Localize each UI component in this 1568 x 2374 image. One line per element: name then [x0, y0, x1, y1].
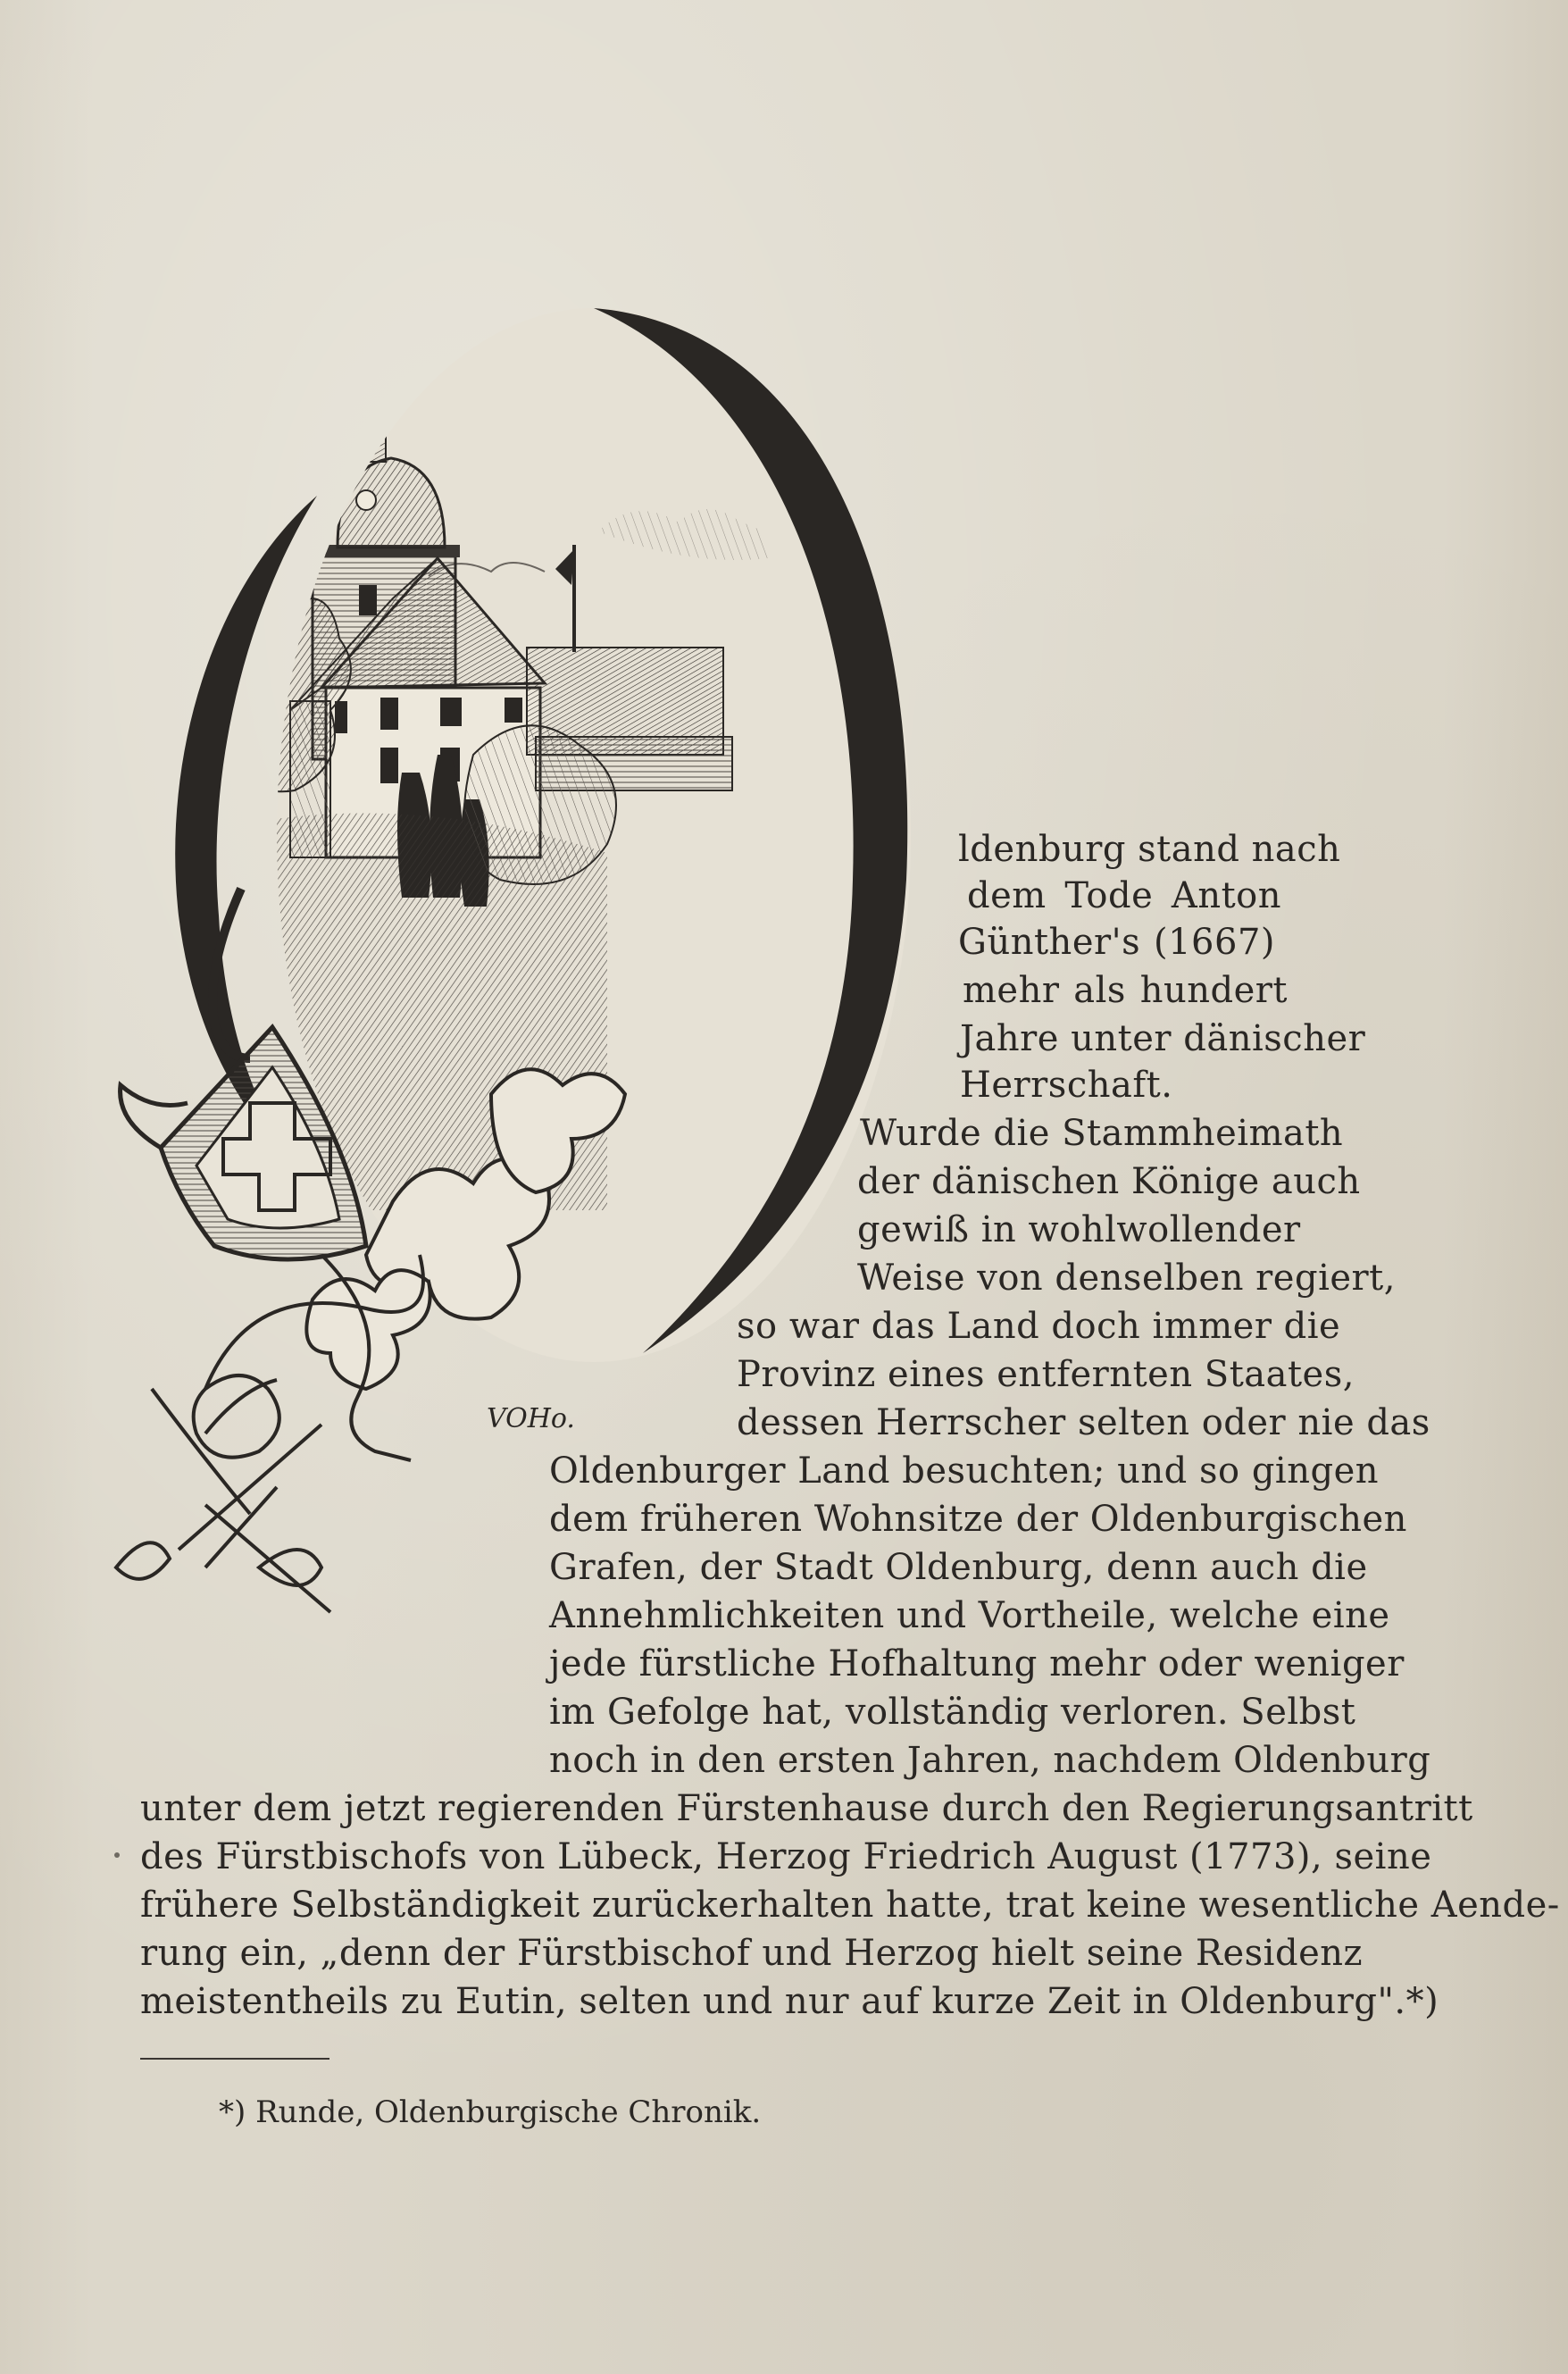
text-line: meistentheils zu Eutin, selten und nur auf kurze Zeit in Oldenburg".*) — [140, 1981, 1439, 2022]
text-line: unter dem jetzt regierenden Fürstenhause durch den Regierungsantritt — [140, 1788, 1473, 1829]
text-line: gewiß in wohlwollender — [857, 1209, 1301, 1250]
artist-signature: VOHo. — [487, 1403, 575, 1434]
text-line: Wurde die Stammheimath — [860, 1113, 1344, 1154]
text-line: Günther's (1667) — [958, 922, 1275, 963]
text-line: des Fürstbischofs von Lübeck, Herzog Friedrich August (1773), seine — [140, 1836, 1432, 1877]
text-line: noch in den ersten Jahren, nachdem Oldenburg — [549, 1740, 1431, 1781]
text-line: Oldenburger Land besuchten; und so gingen — [549, 1450, 1380, 1492]
text-line: dessen Herrscher selten oder nie das — [737, 1402, 1430, 1443]
footnote-divider — [140, 2058, 329, 2060]
text-line: mehr als hundert — [963, 970, 1288, 1011]
text-line: frühere Selbständigkeit zurückerhalten hatte, trat keine wesentliche Aende- — [140, 1885, 1560, 1926]
text-line: Provinz eines entfernten Staates, — [737, 1354, 1355, 1395]
text-line: Annehmlichkeiten und Vortheile, welche eine — [549, 1595, 1390, 1636]
text-line: so war das Land doch immer die — [737, 1306, 1341, 1347]
text-line: Jahre unter dänischer — [960, 1018, 1366, 1059]
text-line: ldenburg stand nach — [958, 829, 1341, 870]
text-line: der dänischen Könige auch — [857, 1161, 1361, 1202]
text-line: im Gefolge hat, vollständig verloren. Selbst — [549, 1692, 1356, 1733]
footnote: *) Runde, Oldenburgische Chronik. — [219, 2094, 762, 2130]
text-line: Grafen, der Stadt Oldenburg, denn auch die — [549, 1547, 1368, 1588]
text-line: jede fürstliche Hofhaltung mehr oder weniger — [549, 1643, 1405, 1684]
text-line: dem früheren Wohnsitze der Oldenburgischen — [549, 1499, 1407, 1540]
text-line: rung ein, „denn der Fürstbischof und Herzog hielt seine Residenz — [140, 1933, 1364, 1974]
text-line: Weise von denselben regiert, — [857, 1258, 1396, 1299]
text-line: dem Tode Anton — [967, 875, 1281, 916]
text-line: Herrschaft. — [960, 1065, 1173, 1106]
ink-speck — [114, 1852, 120, 1858]
